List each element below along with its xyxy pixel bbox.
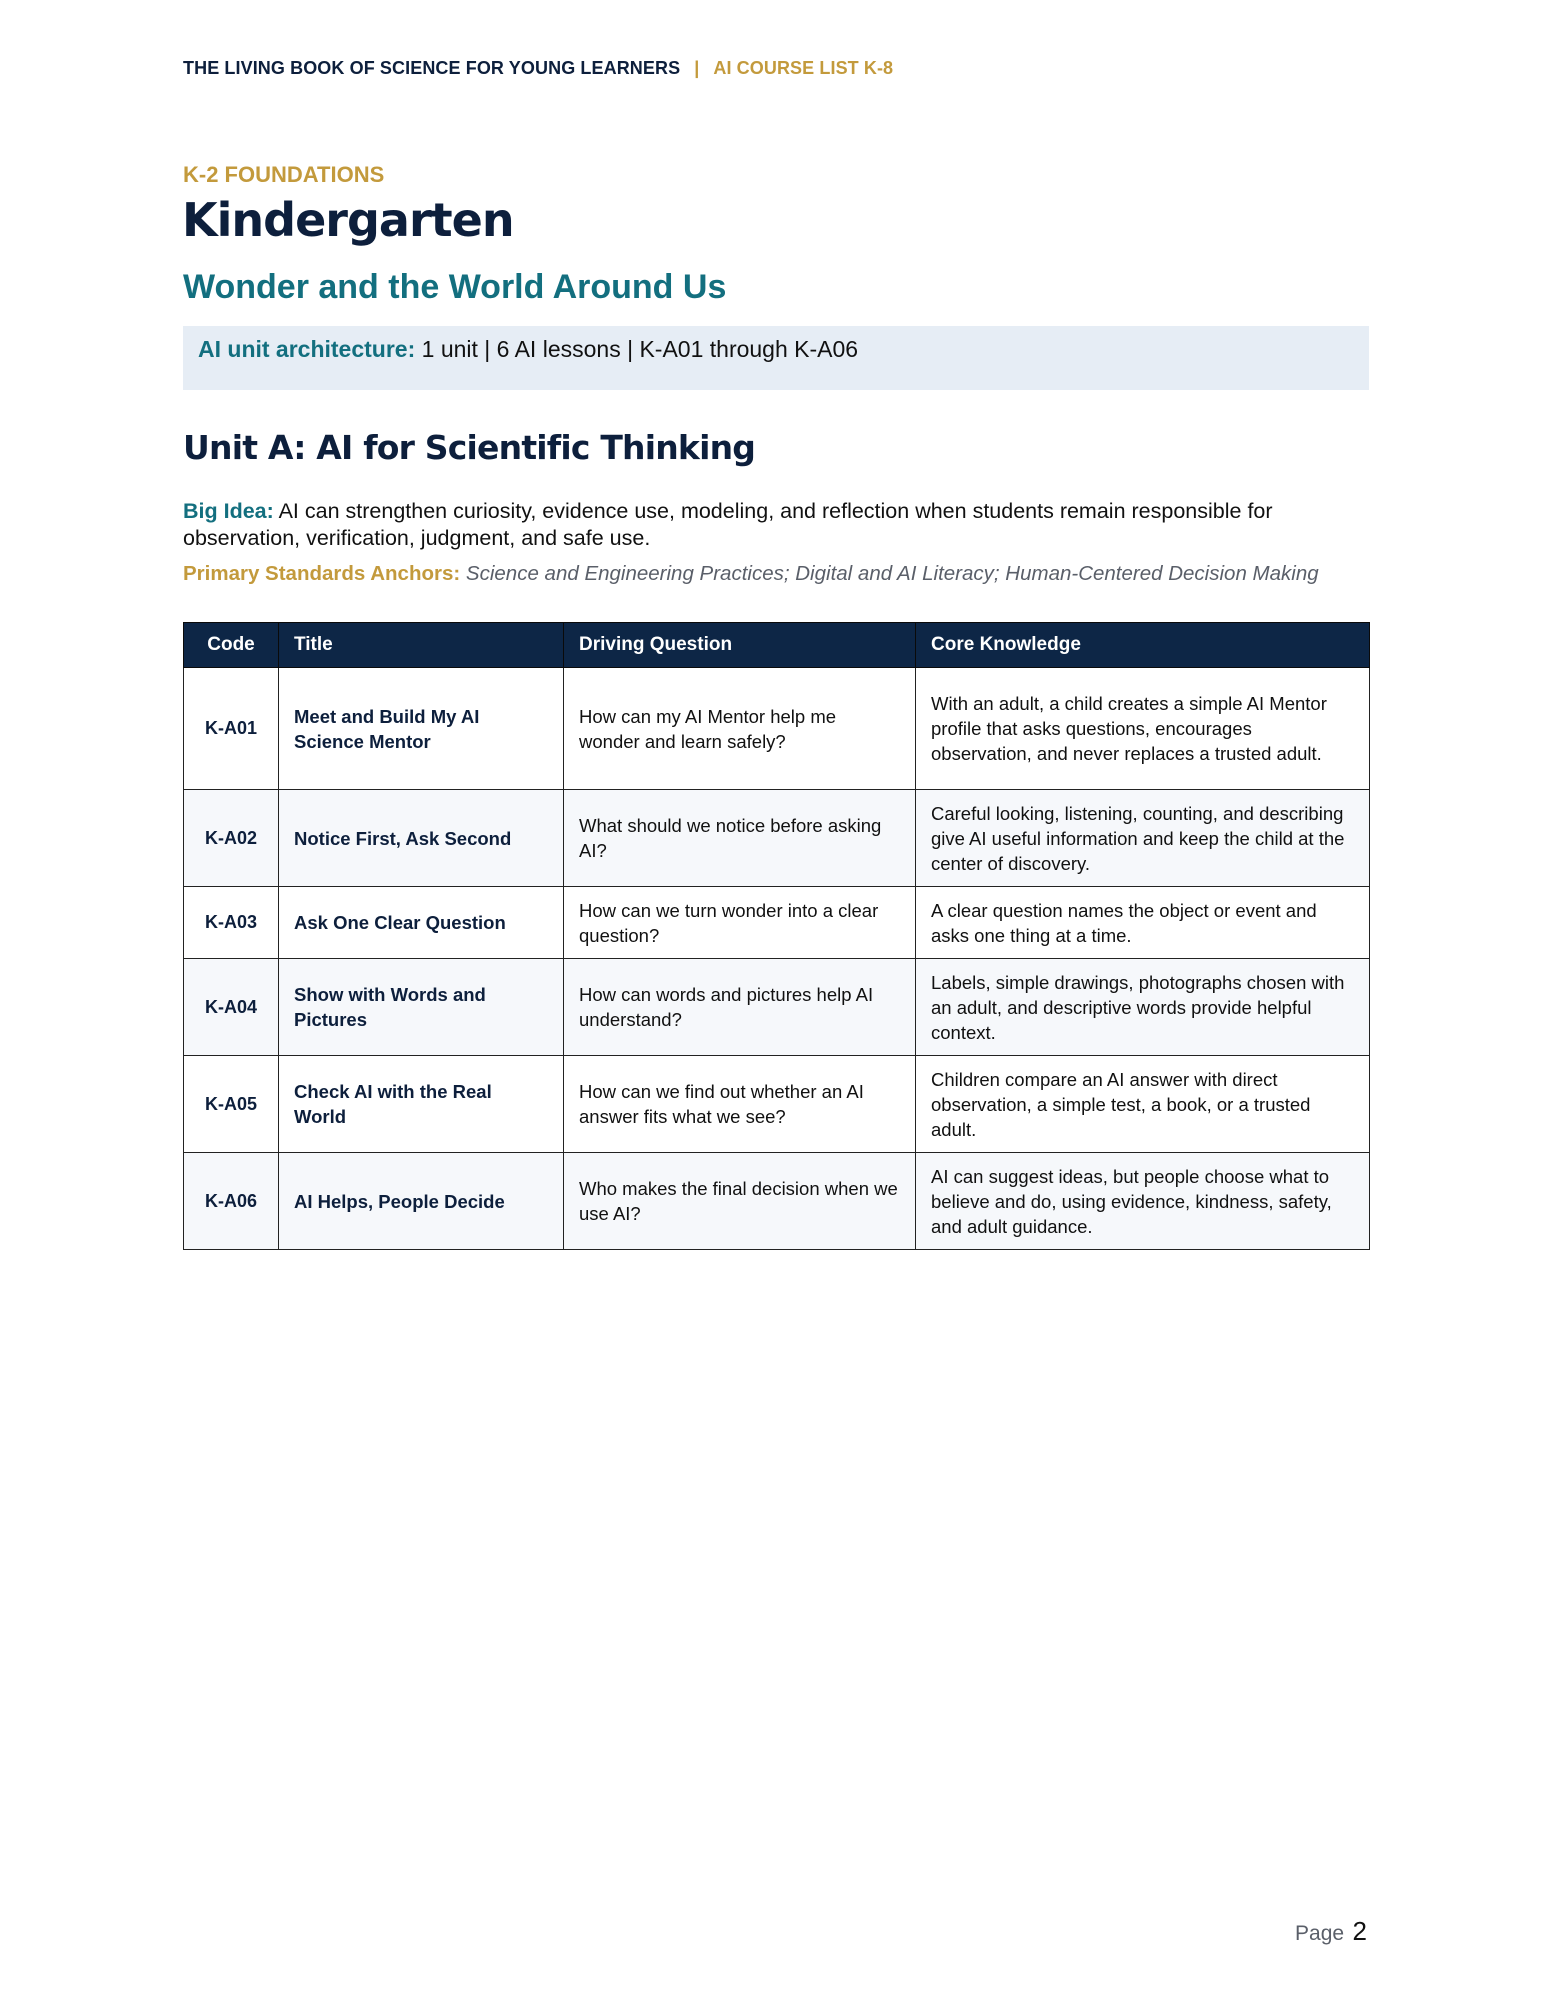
lessons-table [183, 622, 1370, 1250]
lesson-question: Who makes the final decision when we use AI? [564, 1153, 916, 1250]
lesson-question: How can we find out whether an AI answer fits what we see? [564, 1056, 916, 1153]
lesson-question: How can words and pictures help AI understand? [564, 959, 916, 1056]
lesson-code: K-A01 [184, 668, 279, 790]
lesson-title: Meet and Build My AI Science Mentor [279, 668, 564, 790]
standards-anchors [183, 562, 1373, 586]
lesson-knowledge: AI can suggest ideas, but people choose what to believe and do, using evidence, kindness, safety, and adult guidance. [916, 1153, 1370, 1250]
lesson-question: What should we notice before asking AI? [564, 790, 916, 887]
architecture-label: AI unit architecture: [198, 336, 416, 362]
anchors-text: Science and Engineering Practices; Digital and AI Literacy; Human-Centered Decision Making [465, 562, 1319, 585]
lesson-knowledge: Careful looking, listening, counting, and describing give AI useful information and keep the child at the center of discovery. [916, 790, 1370, 887]
anchors-label: Primary Standards Anchors: [183, 562, 461, 585]
lesson-code: K-A04 [184, 959, 279, 1056]
lesson-question: How can we turn wonder into a clear question? [564, 887, 916, 959]
table-header-row [184, 623, 1370, 668]
header-title: Title [279, 623, 564, 668]
book-title: THE LIVING BOOK OF SCIENCE FOR YOUNG LEARNERS [183, 58, 681, 78]
grade-subtitle: Wonder and the World Around Us [183, 268, 727, 306]
header-driving-question: Driving Question [564, 623, 916, 668]
architecture-text [198, 336, 858, 363]
table-row [184, 1153, 1370, 1250]
table-row [184, 668, 1370, 790]
lesson-knowledge: A clear question names the object or event and asks one thing at a time. [916, 887, 1370, 959]
header-core-knowledge: Core Knowledge [916, 623, 1370, 668]
lesson-code: K-A05 [184, 1056, 279, 1153]
table-row [184, 790, 1370, 887]
table-row [184, 959, 1370, 1056]
lesson-title: Notice First, Ask Second [279, 790, 564, 887]
page-number: 2 [1352, 1916, 1367, 1946]
big-idea-label: Big Idea: [183, 499, 274, 523]
lesson-title: AI Helps, People Decide [279, 1153, 564, 1250]
lesson-title: Ask One Clear Question [279, 887, 564, 959]
table-row [184, 1056, 1370, 1153]
section-eyebrow: K-2 FOUNDATIONS [183, 162, 385, 187]
unit-title: Unit A: AI for Scientific Thinking [183, 428, 756, 467]
lesson-question: How can my AI Mentor help me wonder and learn safely? [564, 668, 916, 790]
lesson-code: K-A06 [184, 1153, 279, 1250]
page-footer [1295, 1916, 1367, 1947]
page-label: Page [1295, 1922, 1345, 1945]
grade-title: Kindergarten [182, 193, 514, 247]
running-header [183, 58, 893, 79]
header-separator: | [694, 58, 700, 78]
lesson-title: Show with Words and Pictures [279, 959, 564, 1056]
lesson-knowledge: Children compare an AI answer with direct observation, a simple test, a book, or a trusted adult. [916, 1056, 1370, 1153]
big-idea-text: AI can strengthen curiosity, evidence use, modeling, and reflection when students remain responsible for observation, verification, judgment, and safe use. [183, 499, 1273, 550]
lesson-code: K-A03 [184, 887, 279, 959]
header-code: Code [184, 623, 279, 668]
table-row [184, 887, 1370, 959]
lesson-code: K-A02 [184, 790, 279, 887]
lesson-title: Check AI with the Real World [279, 1056, 564, 1153]
lesson-knowledge: Labels, simple drawings, photographs chosen with an adult, and descriptive words provide helpful context. [916, 959, 1370, 1056]
architecture-callout [183, 326, 1369, 390]
course-list-label: AI COURSE LIST K-8 [713, 58, 894, 78]
big-idea [183, 498, 1373, 552]
architecture-value: 1 unit | 6 AI lessons | K-A01 through K-A06 [421, 336, 859, 362]
lesson-knowledge: With an adult, a child creates a simple AI Mentor profile that asks questions, encourages observation, and never replaces a trusted adult. [916, 668, 1370, 790]
